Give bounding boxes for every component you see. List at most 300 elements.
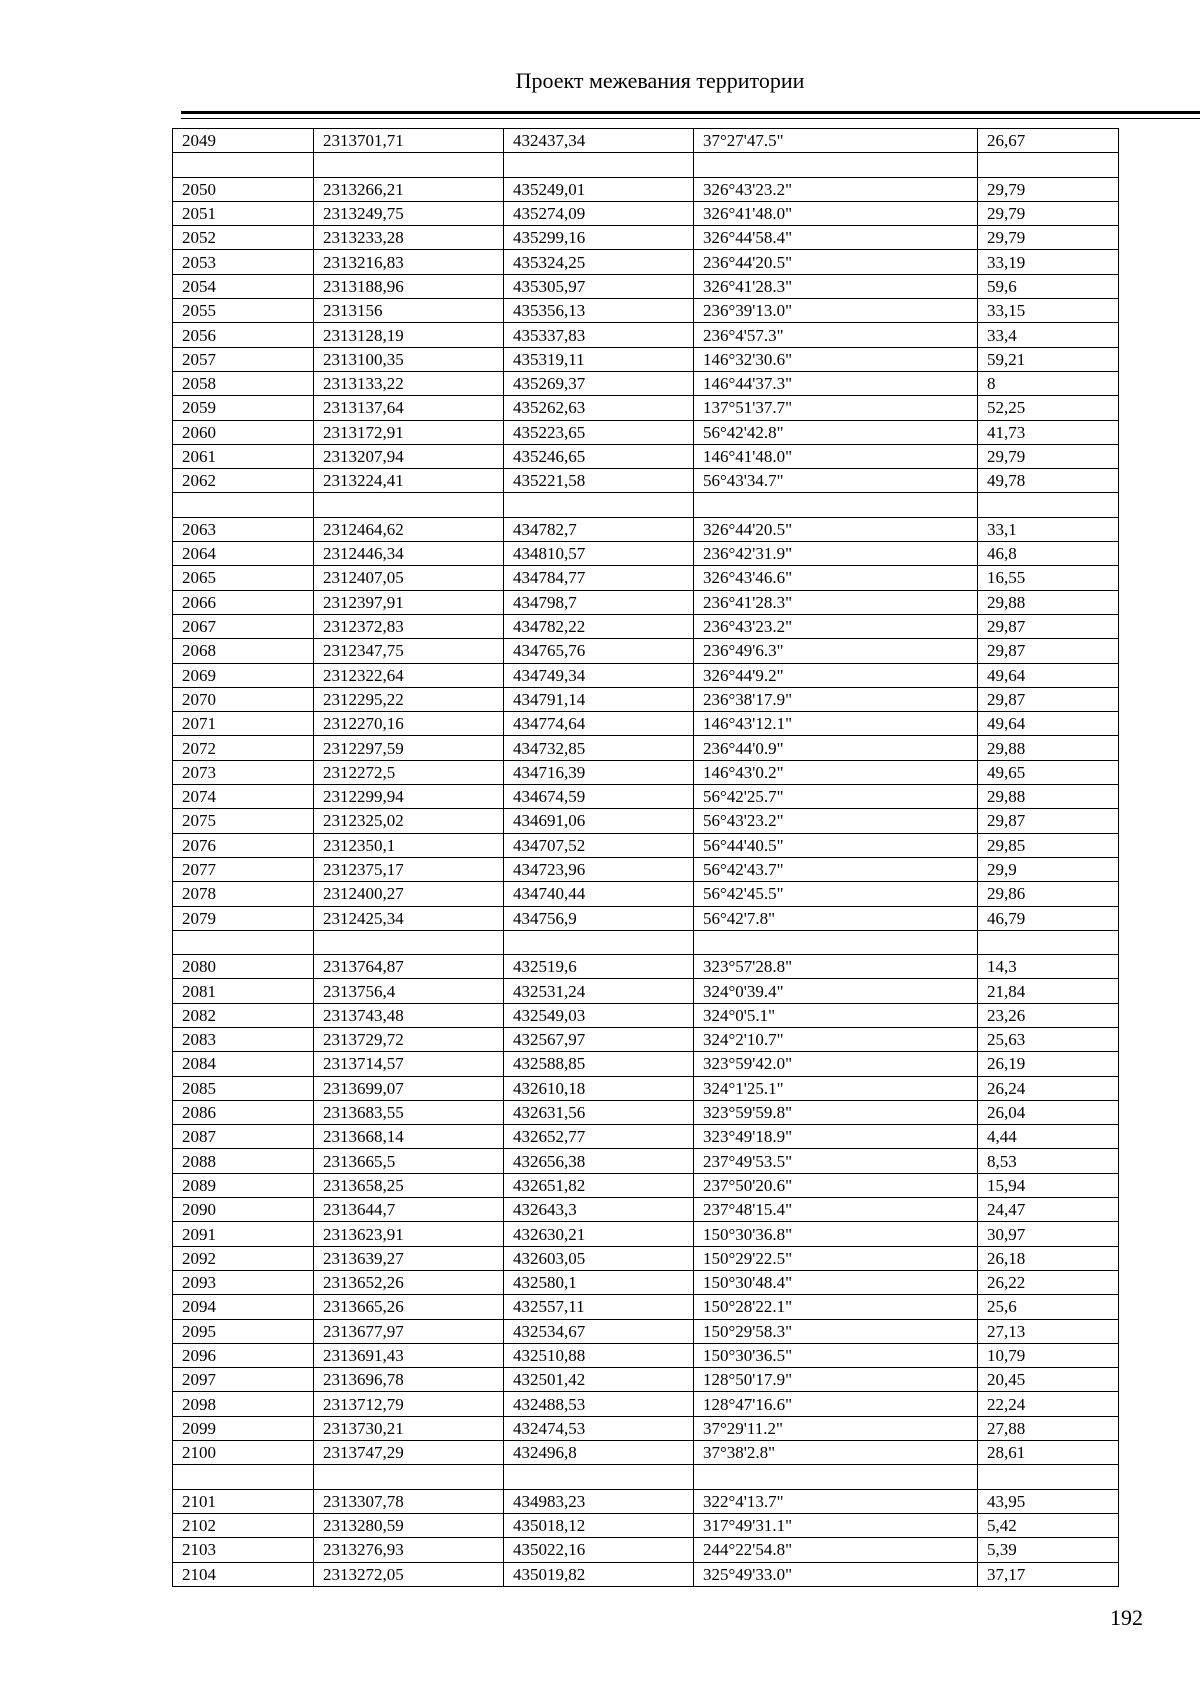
direction-angle-cell (694, 1465, 978, 1489)
direction-angle-cell: 56°43'23.2" (694, 809, 978, 833)
point-number-cell (173, 493, 314, 517)
direction-angle-cell: 128°50'17.9" (694, 1368, 978, 1392)
table-row (173, 542, 1119, 566)
x-coordinate-cell: 2313276,93 (314, 1538, 504, 1562)
x-coordinate-cell: 2313699,07 (314, 1076, 504, 1100)
point-number-cell: 2069 (173, 663, 314, 687)
x-coordinate-cell: 2313307,78 (314, 1489, 504, 1513)
y-coordinate-cell: 432474,53 (504, 1416, 694, 1440)
table-row (173, 469, 1119, 493)
x-coordinate-cell: 2313743,48 (314, 1003, 504, 1027)
x-coordinate-cell: 2313266,21 (314, 177, 504, 201)
point-number-cell (173, 930, 314, 954)
distance-cell: 25,63 (978, 1027, 1119, 1051)
point-number-cell: 2077 (173, 857, 314, 881)
point-number-cell: 2071 (173, 712, 314, 736)
x-coordinate-cell: 2312397,91 (314, 590, 504, 614)
distance-cell: 26,04 (978, 1100, 1119, 1124)
y-coordinate-cell: 435018,12 (504, 1513, 694, 1537)
y-coordinate-cell: 434983,23 (504, 1489, 694, 1513)
direction-angle-cell: 236°39'13.0" (694, 299, 978, 323)
distance-cell: 30,97 (978, 1222, 1119, 1246)
distance-cell: 29,86 (978, 882, 1119, 906)
x-coordinate-cell: 2313729,72 (314, 1027, 504, 1051)
distance-cell: 29,85 (978, 833, 1119, 857)
x-coordinate-cell (314, 493, 504, 517)
table-row (173, 712, 1119, 736)
x-coordinate-cell: 2313216,83 (314, 250, 504, 274)
point-number-cell: 2074 (173, 785, 314, 809)
table-row (173, 1562, 1119, 1586)
table-row (173, 226, 1119, 250)
table-row (173, 1198, 1119, 1222)
x-coordinate-cell: 2313712,79 (314, 1392, 504, 1416)
distance-cell: 10,79 (978, 1343, 1119, 1367)
distance-cell: 27,88 (978, 1416, 1119, 1440)
x-coordinate-cell: 2313224,41 (314, 469, 504, 493)
distance-cell: 26,67 (978, 129, 1119, 153)
point-number-cell: 2093 (173, 1270, 314, 1294)
point-number-cell: 2094 (173, 1295, 314, 1319)
x-coordinate-cell: 2312347,75 (314, 639, 504, 663)
y-coordinate-cell: 435221,58 (504, 469, 694, 493)
table-row (173, 1246, 1119, 1270)
distance-cell: 41,73 (978, 420, 1119, 444)
x-coordinate-cell: 2313156 (314, 299, 504, 323)
y-coordinate-cell: 435274,09 (504, 201, 694, 225)
table-row (173, 274, 1119, 298)
distance-cell: 29,88 (978, 785, 1119, 809)
table-row (173, 347, 1119, 371)
table-row (173, 444, 1119, 468)
distance-cell: 29,87 (978, 687, 1119, 711)
direction-angle-cell: 323°57'28.8" (694, 955, 978, 979)
x-coordinate-cell: 2312372,83 (314, 614, 504, 638)
direction-angle-cell: 237°49'53.5" (694, 1149, 978, 1173)
y-coordinate-cell: 434782,22 (504, 614, 694, 638)
direction-angle-cell: 150°30'36.8" (694, 1222, 978, 1246)
y-coordinate-cell: 432519,6 (504, 955, 694, 979)
distance-cell: 5,42 (978, 1513, 1119, 1537)
y-coordinate-cell: 435269,37 (504, 371, 694, 395)
distance-cell: 33,4 (978, 323, 1119, 347)
table-row (173, 1513, 1119, 1537)
distance-cell: 46,79 (978, 906, 1119, 930)
x-coordinate-cell: 2313188,96 (314, 274, 504, 298)
direction-angle-cell: 323°59'42.0" (694, 1052, 978, 1076)
y-coordinate-cell: 435022,16 (504, 1538, 694, 1562)
x-coordinate-cell: 2313701,71 (314, 129, 504, 153)
y-coordinate-cell: 434707,52 (504, 833, 694, 857)
x-coordinate-cell: 2313133,22 (314, 371, 504, 395)
point-number-cell: 2061 (173, 444, 314, 468)
point-number-cell: 2087 (173, 1125, 314, 1149)
x-coordinate-cell: 2313137,64 (314, 396, 504, 420)
x-coordinate-cell: 2313677,97 (314, 1319, 504, 1343)
point-number-cell (173, 153, 314, 177)
distance-cell: 22,24 (978, 1392, 1119, 1416)
y-coordinate-cell: 432496,8 (504, 1441, 694, 1465)
table-row (173, 1465, 1119, 1489)
direction-angle-cell: 326°44'20.5" (694, 517, 978, 541)
y-coordinate-cell: 434716,39 (504, 760, 694, 784)
point-number-cell: 2064 (173, 542, 314, 566)
table-row (173, 1052, 1119, 1076)
x-coordinate-cell: 2313639,27 (314, 1246, 504, 1270)
y-coordinate-cell: 435324,25 (504, 250, 694, 274)
distance-cell: 14,3 (978, 955, 1119, 979)
direction-angle-cell: 317°49'31.1" (694, 1513, 978, 1537)
table-row (173, 1003, 1119, 1027)
direction-angle-cell (694, 493, 978, 517)
x-coordinate-cell: 2313100,35 (314, 347, 504, 371)
y-coordinate-cell: 435223,65 (504, 420, 694, 444)
y-coordinate-cell: 432437,34 (504, 129, 694, 153)
y-coordinate-cell: 435337,83 (504, 323, 694, 347)
y-coordinate-cell: 432510,88 (504, 1343, 694, 1367)
x-coordinate-cell: 2313623,91 (314, 1222, 504, 1246)
table-row (173, 639, 1119, 663)
x-coordinate-cell: 2313172,91 (314, 420, 504, 444)
point-number-cell: 2088 (173, 1149, 314, 1173)
direction-angle-cell: 37°27'47.5" (694, 129, 978, 153)
header-rule-thin (181, 118, 1200, 119)
distance-cell: 29,88 (978, 590, 1119, 614)
y-coordinate-cell: 435305,97 (504, 274, 694, 298)
direction-angle-cell: 150°30'36.5" (694, 1343, 978, 1367)
x-coordinate-cell: 2313756,4 (314, 979, 504, 1003)
y-coordinate-cell: 434791,14 (504, 687, 694, 711)
distance-cell: 49,78 (978, 469, 1119, 493)
direction-angle-cell: 326°41'28.3" (694, 274, 978, 298)
table-row (173, 129, 1119, 153)
y-coordinate-cell (504, 153, 694, 177)
y-coordinate-cell: 432580,1 (504, 1270, 694, 1294)
distance-cell (978, 493, 1119, 517)
y-coordinate-cell: 432488,53 (504, 1392, 694, 1416)
distance-cell: 33,15 (978, 299, 1119, 323)
table-row (173, 153, 1119, 177)
table-row (173, 979, 1119, 1003)
table-row (173, 1295, 1119, 1319)
table-row (173, 1416, 1119, 1440)
direction-angle-cell: 326°44'9.2" (694, 663, 978, 687)
direction-angle-cell: 326°41'48.0" (694, 201, 978, 225)
table-row (173, 1222, 1119, 1246)
distance-cell: 29,79 (978, 177, 1119, 201)
y-coordinate-cell: 435356,13 (504, 299, 694, 323)
direction-angle-cell: 325°49'33.0" (694, 1562, 978, 1586)
table-row (173, 1027, 1119, 1051)
distance-cell: 23,26 (978, 1003, 1119, 1027)
table-row (173, 493, 1119, 517)
y-coordinate-cell: 434674,59 (504, 785, 694, 809)
distance-cell: 29,87 (978, 809, 1119, 833)
direction-angle-cell: 56°44'40.5" (694, 833, 978, 857)
distance-cell: 29,88 (978, 736, 1119, 760)
point-number-cell: 2097 (173, 1368, 314, 1392)
x-coordinate-cell: 2313272,05 (314, 1562, 504, 1586)
table-row (173, 687, 1119, 711)
x-coordinate-cell: 2312272,5 (314, 760, 504, 784)
direction-angle-cell: 323°59'59.8" (694, 1100, 978, 1124)
y-coordinate-cell: 432549,03 (504, 1003, 694, 1027)
table-row (173, 323, 1119, 347)
x-coordinate-cell: 2312350,1 (314, 833, 504, 857)
point-number-cell: 2095 (173, 1319, 314, 1343)
x-coordinate-cell: 2313280,59 (314, 1513, 504, 1537)
point-number-cell: 2096 (173, 1343, 314, 1367)
direction-angle-cell (694, 930, 978, 954)
y-coordinate-cell: 432588,85 (504, 1052, 694, 1076)
y-coordinate-cell: 435262,63 (504, 396, 694, 420)
distance-cell (978, 1465, 1119, 1489)
distance-cell: 8,53 (978, 1149, 1119, 1173)
direction-angle-cell: 326°43'46.6" (694, 566, 978, 590)
x-coordinate-cell (314, 930, 504, 954)
point-number-cell: 2089 (173, 1173, 314, 1197)
y-coordinate-cell: 434765,76 (504, 639, 694, 663)
x-coordinate-cell: 2313691,43 (314, 1343, 504, 1367)
direction-angle-cell: 236°38'17.9" (694, 687, 978, 711)
distance-cell: 33,19 (978, 250, 1119, 274)
y-coordinate-cell: 432643,3 (504, 1198, 694, 1222)
table-row (173, 882, 1119, 906)
point-number-cell: 2058 (173, 371, 314, 395)
x-coordinate-cell: 2312446,34 (314, 542, 504, 566)
distance-cell: 43,95 (978, 1489, 1119, 1513)
table-row (173, 1441, 1119, 1465)
direction-angle-cell: 324°2'10.7" (694, 1027, 978, 1051)
x-coordinate-cell: 2312299,94 (314, 785, 504, 809)
x-coordinate-cell: 2312375,17 (314, 857, 504, 881)
table-row (173, 1319, 1119, 1343)
point-number-cell: 2081 (173, 979, 314, 1003)
distance-cell (978, 153, 1119, 177)
direction-angle-cell: 236°4'57.3" (694, 323, 978, 347)
point-number-cell: 2054 (173, 274, 314, 298)
point-number-cell: 2053 (173, 250, 314, 274)
distance-cell: 29,79 (978, 226, 1119, 250)
x-coordinate-cell: 2312297,59 (314, 736, 504, 760)
distance-cell: 20,45 (978, 1368, 1119, 1392)
table-row (173, 1149, 1119, 1173)
distance-cell: 59,21 (978, 347, 1119, 371)
x-coordinate-cell: 2312322,64 (314, 663, 504, 687)
x-coordinate-cell: 2313652,26 (314, 1270, 504, 1294)
point-number-cell: 2080 (173, 955, 314, 979)
y-coordinate-cell: 432631,56 (504, 1100, 694, 1124)
distance-cell: 26,24 (978, 1076, 1119, 1100)
distance-cell: 4,44 (978, 1125, 1119, 1149)
y-coordinate-cell (504, 930, 694, 954)
point-number-cell: 2063 (173, 517, 314, 541)
x-coordinate-cell: 2312400,27 (314, 882, 504, 906)
direction-angle-cell: 37°38'2.8" (694, 1441, 978, 1465)
point-number-cell: 2102 (173, 1513, 314, 1537)
distance-cell: 28,61 (978, 1441, 1119, 1465)
point-number-cell: 2072 (173, 736, 314, 760)
point-number-cell: 2049 (173, 129, 314, 153)
direction-angle-cell: 150°29'58.3" (694, 1319, 978, 1343)
distance-cell: 21,84 (978, 979, 1119, 1003)
x-coordinate-cell: 2312270,16 (314, 712, 504, 736)
distance-cell: 27,13 (978, 1319, 1119, 1343)
coordinates-table (172, 128, 1119, 1587)
x-coordinate-cell: 2313696,78 (314, 1368, 504, 1392)
direction-angle-cell: 150°30'48.4" (694, 1270, 978, 1294)
point-number-cell: 2099 (173, 1416, 314, 1440)
direction-angle-cell: 56°42'45.5" (694, 882, 978, 906)
direction-angle-cell: 56°43'34.7" (694, 469, 978, 493)
point-number-cell: 2101 (173, 1489, 314, 1513)
y-coordinate-cell: 432531,24 (504, 979, 694, 1003)
distance-cell: 29,9 (978, 857, 1119, 881)
y-coordinate-cell: 434784,77 (504, 566, 694, 590)
y-coordinate-cell (504, 1465, 694, 1489)
distance-cell: 29,87 (978, 639, 1119, 663)
direction-angle-cell: 146°44'37.3" (694, 371, 978, 395)
direction-angle-cell: 150°29'22.5" (694, 1246, 978, 1270)
y-coordinate-cell: 435249,01 (504, 177, 694, 201)
point-number-cell: 2098 (173, 1392, 314, 1416)
direction-angle-cell (694, 153, 978, 177)
point-number-cell: 2084 (173, 1052, 314, 1076)
distance-cell (978, 930, 1119, 954)
x-coordinate-cell: 2313683,55 (314, 1100, 504, 1124)
point-number-cell: 2083 (173, 1027, 314, 1051)
y-coordinate-cell: 432610,18 (504, 1076, 694, 1100)
direction-angle-cell: 326°44'58.4" (694, 226, 978, 250)
y-coordinate-cell: 434749,34 (504, 663, 694, 687)
point-number-cell: 2091 (173, 1222, 314, 1246)
direction-angle-cell: 236°42'31.9" (694, 542, 978, 566)
point-number-cell: 2092 (173, 1246, 314, 1270)
direction-angle-cell: 137°51'37.7" (694, 396, 978, 420)
distance-cell: 8 (978, 371, 1119, 395)
table-row (173, 663, 1119, 687)
point-number-cell: 2059 (173, 396, 314, 420)
x-coordinate-cell: 2313644,7 (314, 1198, 504, 1222)
direction-angle-cell: 128°47'16.6" (694, 1392, 978, 1416)
table-row (173, 371, 1119, 395)
table-row (173, 930, 1119, 954)
x-coordinate-cell: 2313658,25 (314, 1173, 504, 1197)
point-number-cell: 2065 (173, 566, 314, 590)
x-coordinate-cell: 2313249,75 (314, 201, 504, 225)
y-coordinate-cell: 432501,42 (504, 1368, 694, 1392)
y-coordinate-cell: 435246,65 (504, 444, 694, 468)
y-coordinate-cell: 432567,97 (504, 1027, 694, 1051)
page-header-title: Проект межевания территории (515, 68, 805, 93)
point-number-cell: 2057 (173, 347, 314, 371)
distance-cell: 49,64 (978, 663, 1119, 687)
distance-cell: 46,8 (978, 542, 1119, 566)
table-row (173, 566, 1119, 590)
direction-angle-cell: 324°0'39.4" (694, 979, 978, 1003)
distance-cell: 29,79 (978, 201, 1119, 225)
direction-angle-cell: 37°29'11.2" (694, 1416, 978, 1440)
x-coordinate-cell: 2313128,19 (314, 323, 504, 347)
table-row (173, 420, 1119, 444)
distance-cell: 52,25 (978, 396, 1119, 420)
distance-cell: 25,6 (978, 1295, 1119, 1319)
direction-angle-cell: 56°42'43.7" (694, 857, 978, 881)
table-row (173, 785, 1119, 809)
distance-cell: 26,18 (978, 1246, 1119, 1270)
point-number-cell: 2085 (173, 1076, 314, 1100)
direction-angle-cell: 244°22'54.8" (694, 1538, 978, 1562)
point-number-cell: 2056 (173, 323, 314, 347)
x-coordinate-cell: 2313730,21 (314, 1416, 504, 1440)
table-row (173, 809, 1119, 833)
x-coordinate-cell: 2313233,28 (314, 226, 504, 250)
distance-cell: 59,6 (978, 274, 1119, 298)
direction-angle-cell: 323°49'18.9" (694, 1125, 978, 1149)
table-row (173, 1538, 1119, 1562)
y-coordinate-cell: 434810,57 (504, 542, 694, 566)
table-row (173, 736, 1119, 760)
distance-cell: 29,79 (978, 444, 1119, 468)
y-coordinate-cell: 434740,44 (504, 882, 694, 906)
y-coordinate-cell: 434774,64 (504, 712, 694, 736)
table-row (173, 517, 1119, 541)
header-rule-thick (181, 111, 1200, 114)
point-number-cell: 2051 (173, 201, 314, 225)
table-row (173, 1100, 1119, 1124)
point-number-cell: 2066 (173, 590, 314, 614)
distance-cell: 37,17 (978, 1562, 1119, 1586)
point-number-cell: 2062 (173, 469, 314, 493)
y-coordinate-cell: 432630,21 (504, 1222, 694, 1246)
table-row (173, 906, 1119, 930)
distance-cell: 33,1 (978, 517, 1119, 541)
y-coordinate-cell: 432652,77 (504, 1125, 694, 1149)
table-row (173, 833, 1119, 857)
y-coordinate-cell: 432603,05 (504, 1246, 694, 1270)
direction-angle-cell: 236°41'28.3" (694, 590, 978, 614)
x-coordinate-cell: 2312295,22 (314, 687, 504, 711)
table-row (173, 177, 1119, 201)
point-number-cell: 2090 (173, 1198, 314, 1222)
distance-cell: 15,94 (978, 1173, 1119, 1197)
y-coordinate-cell: 432656,38 (504, 1149, 694, 1173)
y-coordinate-cell: 434732,85 (504, 736, 694, 760)
point-number-cell: 2068 (173, 639, 314, 663)
point-number-cell: 2050 (173, 177, 314, 201)
table-row (173, 1076, 1119, 1100)
y-coordinate-cell: 434798,7 (504, 590, 694, 614)
direction-angle-cell: 146°43'0.2" (694, 760, 978, 784)
table-row (173, 299, 1119, 323)
point-number-cell: 2103 (173, 1538, 314, 1562)
x-coordinate-cell: 2312407,05 (314, 566, 504, 590)
table-row (173, 760, 1119, 784)
direction-angle-cell: 326°43'23.2" (694, 177, 978, 201)
distance-cell: 49,64 (978, 712, 1119, 736)
y-coordinate-cell: 435299,16 (504, 226, 694, 250)
table-row (173, 1489, 1119, 1513)
y-coordinate-cell: 434782,7 (504, 517, 694, 541)
direction-angle-cell: 56°42'25.7" (694, 785, 978, 809)
distance-cell: 49,65 (978, 760, 1119, 784)
distance-cell: 5,39 (978, 1538, 1119, 1562)
y-coordinate-cell: 435319,11 (504, 347, 694, 371)
x-coordinate-cell (314, 1465, 504, 1489)
y-coordinate-cell: 432557,11 (504, 1295, 694, 1319)
direction-angle-cell: 146°32'30.6" (694, 347, 978, 371)
direction-angle-cell: 56°42'7.8" (694, 906, 978, 930)
